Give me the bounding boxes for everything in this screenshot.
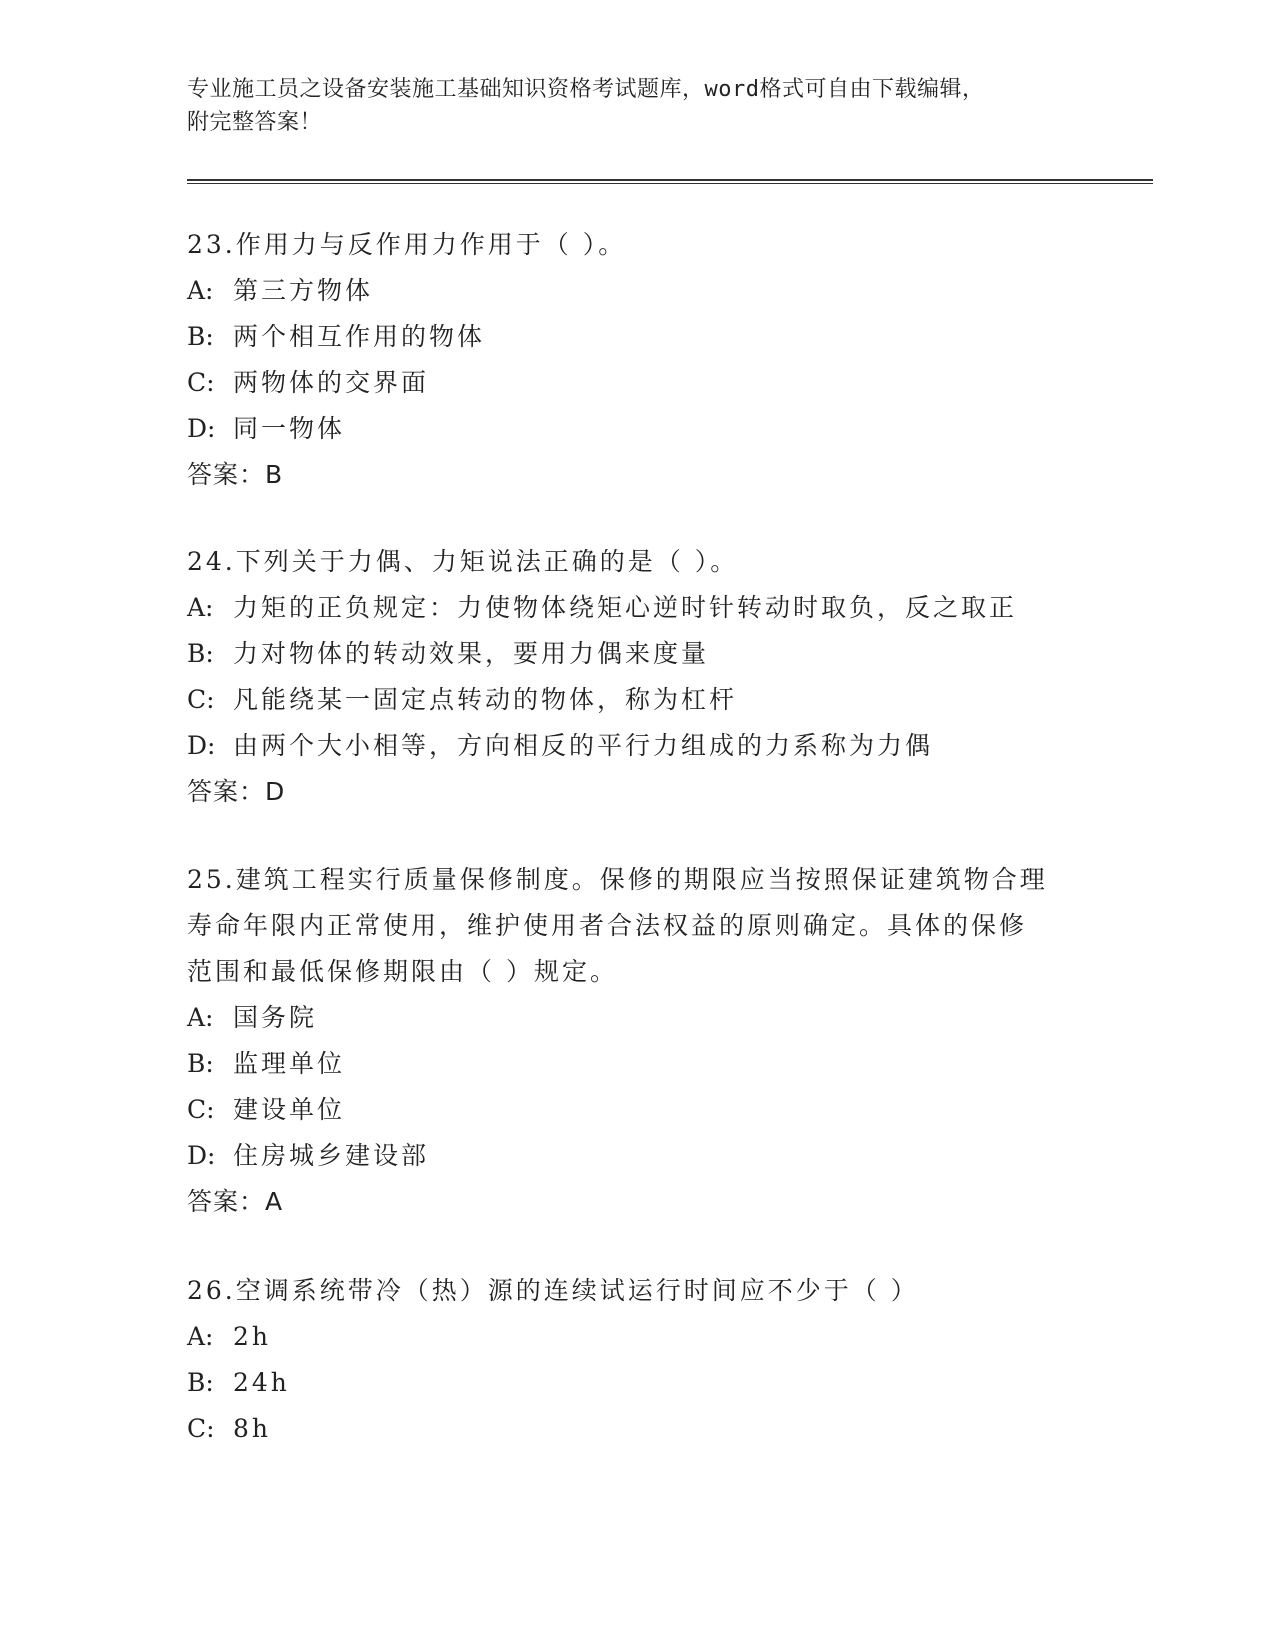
header-divider-thick [187, 179, 1153, 181]
option-text: 凡能绕某一固定点转动的物体，称为杠杆 [233, 685, 738, 714]
option-letter: B: [187, 322, 214, 351]
option-letter: C: [187, 685, 215, 714]
option-a [187, 1314, 1087, 1360]
option-letter: A: [187, 1322, 214, 1351]
option-b [187, 314, 1087, 360]
answer: 答案：D [187, 777, 286, 806]
option-text: 力矩的正负规定：力使物体绕矩心逆时针转动时取负，反之取正 [233, 593, 1018, 622]
option-text: 两物体的交界面 [233, 368, 430, 397]
option-text: 国务院 [233, 1003, 318, 1032]
option-b [187, 631, 1087, 677]
option-text: 建设单位 [233, 1095, 346, 1124]
question-stem: 23.作用力与反作用力作用于（ ）。 [187, 230, 627, 259]
option-letter: B: [187, 1368, 214, 1397]
header-line-1: 专业施工员之设备安装施工基础知识资格考试题库，word格式可自由下载编辑， [187, 77, 985, 102]
header-divider-thin [187, 183, 1153, 184]
option-d [187, 1133, 1087, 1179]
option-text: 24h [233, 1368, 290, 1397]
option-letter: D: [187, 731, 216, 760]
option-letter: C: [187, 368, 215, 397]
option-a [187, 585, 1087, 631]
answer: 答案：A [187, 1187, 284, 1216]
option-letter: B: [187, 1049, 214, 1078]
option-c [187, 677, 1087, 723]
option-a [187, 268, 1087, 314]
option-text: 由两个大小相等，方向相反的平行力组成的力系称为力偶 [233, 731, 934, 760]
option-letter: D: [187, 1141, 216, 1170]
option-text: 两个相互作用的物体 [233, 322, 486, 351]
option-c [187, 360, 1087, 406]
option-text: 2h [233, 1322, 272, 1351]
option-text: 同一物体 [233, 414, 346, 443]
document-header [187, 73, 1067, 139]
question-stem-line-1: 25.建筑工程实行质量保修制度。保修的期限应当按照保证建筑物合理 [187, 865, 1048, 894]
option-letter: A: [187, 593, 214, 622]
option-text: 住房城乡建设部 [233, 1141, 430, 1170]
question-25 [187, 857, 1087, 1225]
option-a [187, 995, 1087, 1041]
question-stem-line-2: 寿命年限内正常使用，维护使用者合法权益的原则确定。具体的保修 [187, 911, 1028, 940]
question-stem: 26.空调系统带冷（热）源的连续试运行时间应不少于（ ） [187, 1276, 919, 1305]
option-letter: A: [187, 1003, 214, 1032]
option-c [187, 1087, 1087, 1133]
question-24 [187, 539, 1087, 815]
option-text: 第三方物体 [233, 276, 374, 305]
header-line-2: 附完整答案！ [187, 110, 323, 135]
option-b [187, 1360, 1087, 1406]
option-letter: D: [187, 414, 216, 443]
answer: 答案：B [187, 460, 284, 489]
question-stem: 24.下列关于力偶、力矩说法正确的是（ ）。 [187, 547, 739, 576]
option-b [187, 1041, 1087, 1087]
option-letter: A: [187, 276, 214, 305]
option-d [187, 723, 1087, 769]
option-c [187, 1406, 1087, 1452]
option-text: 力对物体的转动效果，要用力偶来度量 [233, 639, 710, 668]
option-text: 8h [233, 1414, 272, 1443]
option-letter: C: [187, 1414, 215, 1443]
option-letter: C: [187, 1095, 215, 1124]
option-letter: B: [187, 639, 214, 668]
question-23 [187, 222, 1087, 498]
option-text: 监理单位 [233, 1049, 346, 1078]
question-26 [187, 1268, 1087, 1452]
option-d [187, 406, 1087, 452]
question-stem-line-3: 范围和最低保修期限由（ ）规定。 [187, 957, 618, 986]
